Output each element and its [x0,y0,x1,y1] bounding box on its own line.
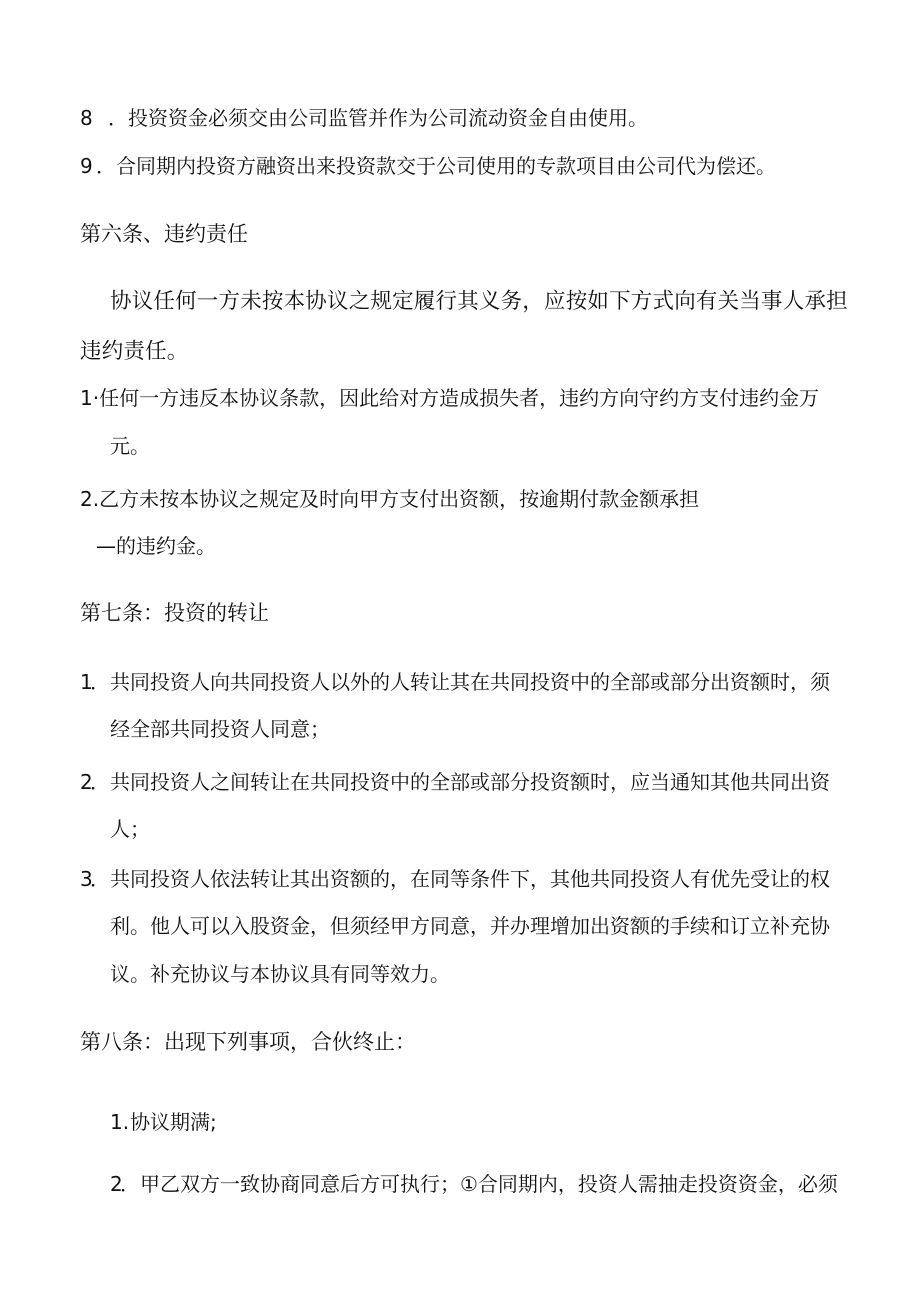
article6-item-1 [80,384,819,412]
article8-heading: 第八条：出现下列事项，合伙终止： [80,1030,416,1054]
article6-item-2-cont: —的违约金。 [96,534,216,558]
article7-heading: 第七条：投资的转让 [80,601,269,625]
section5-item-9 [80,152,776,180]
article7-item-1 [80,668,830,696]
item-text: ．投资资金必须交由公司监管并作为公司流动资金自由使用。 [108,106,648,130]
item-text: ．合同期内投资方融资出来投资款交于公司使用的专款项目由公司代为偿还。 [96,154,776,178]
article7-item-3-cont2: 议。补充协议与本协议具有同等效力。 [110,962,450,986]
section5-item-8 [80,104,648,132]
item-text: ．共同投资人依法转让其出资额的，在同等条件下，其他共同投资人有优先受让的权 [90,867,830,891]
article7-item-3 [80,865,830,893]
item-text: 协议期满; [130,1110,217,1134]
article8-item-1 [110,1108,217,1136]
item-text: ．共同投资人之间转让在共同投资中的全部或部分投资额时，应当通知其他共同出资 [90,770,830,794]
article6-intro-line1: 协议任何一方未按本协议之规定履行其义务，应按如下方式向有关当事人承担 [110,289,848,314]
article7-item-2-cont: 人； [110,817,150,841]
article8-item-2 [110,1170,838,1198]
item-number: 2. [80,487,100,511]
article7-item-3-cont1: 利。他人可以入股资金，但须经甲方同意，并办理增加出资额的手续和订立补充协 [110,914,830,938]
article6-intro-line2: 违约责任。 [80,339,189,364]
item-number: 2 [80,770,93,794]
item-text: 任何一方违反本协议条款，因此给对方造成损失者，违约方向守约方支付违约金万 [99,386,820,410]
article7-item-1-cont: 经全部共同投资人同意； [110,717,330,741]
item-text: ．甲乙双方一致协商同意后方可执行；①合同期内，投资人需抽走投资资金，必须 [120,1172,838,1196]
item-text: ．共同投资人向共同投资人以外的人转让其在共同投资中的全部或部分出资额时，须 [90,670,830,694]
item-number: 1 [80,670,93,694]
item-number: 8 [80,106,93,130]
item-number: 3 [80,867,93,891]
item-text: 乙方未按本协议之规定及时向甲方支付出资额，按逾期付款金额承担 [99,487,700,511]
item-number: 9 [80,154,93,178]
article7-item-2 [80,768,830,796]
article6-item-2 [80,485,699,513]
item-number: 2 [110,1172,123,1196]
article6-heading: 第六条、违约责任 [80,222,248,246]
item-number: 1. [110,1110,130,1134]
article6-item-1-cont: 元。 [110,434,150,458]
item-number: 1· [80,386,100,410]
